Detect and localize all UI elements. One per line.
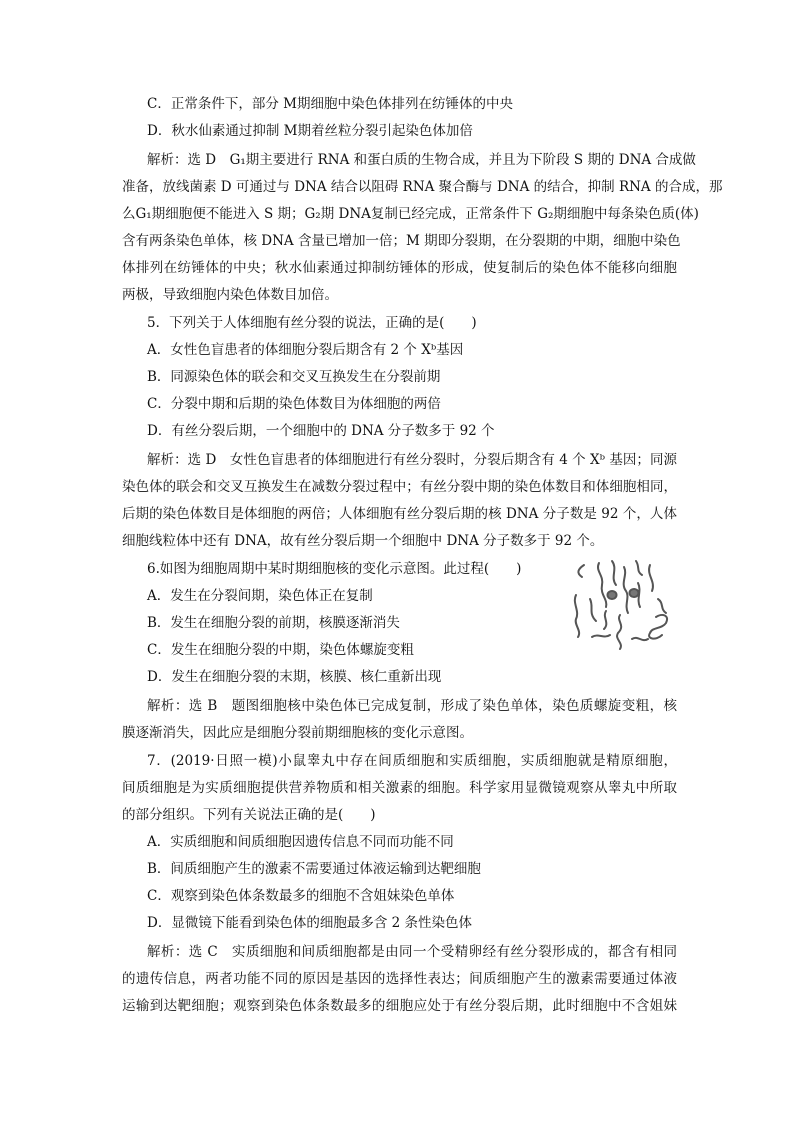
- q7-analysis-line-1: 解析：选 C 实质细胞和间质细胞都是由同一个受精卵经有丝分裂形成的，都含有相同: [147, 944, 677, 960]
- q5-option-c: C．分裂中期和后期的染色体数目为体细胞的两倍: [147, 396, 441, 412]
- q7-stem-line-2: 间质细胞是为实质细胞提供营养物质和相关激素的细胞。科学家用显微镜观察从睾丸中所取: [122, 780, 677, 796]
- q5-stem: 5．下列关于人体细胞有丝分裂的说法，正确的是( ): [147, 315, 477, 331]
- q6-stem: 6.如图为细胞周期中某时期细胞核的变化示意图。此过程( ): [147, 561, 522, 577]
- q4-analysis-line-1: 解析：选 D G₁期主要进行 RNA 和蛋白质的生物合成，并且为下阶段 S 期的 DNA 合成做: [147, 152, 696, 168]
- q5-analysis-line-4: 细胞线粒体中还有 DNA，故有丝分裂后期一个细胞中 DNA 分子数多于 92 个。: [122, 533, 604, 549]
- q7-option-a: A．实质细胞和间质细胞因遗传信息不同而功能不同: [147, 834, 454, 850]
- q4-analysis-line-3: 么G₁期细胞便不能进入 S 期；G₂期 DNA复制已经完成，正常条件下 G₂期细胞中每条染色质(体): [122, 206, 699, 222]
- q5-analysis-line-1: 解析：选 D 女性色盲患者的体细胞进行有丝分裂时，分裂后期含有 4 个 Xᵇ 基因；同源: [147, 452, 677, 468]
- nucleus-prophase-diagram-icon: [566, 555, 684, 651]
- q4-option-d: D．秋水仙素通过抑制 M期着丝粒分裂引起染色体加倍: [147, 123, 473, 139]
- q4-analysis-line-4: 含有两条染色单体，核 DNA 含量已增加一倍；M 期即分裂期，在分裂期的中期，细胞中染色: [122, 233, 681, 249]
- q7-option-b: B．间质细胞产生的激素不需要通过体液运输到达靶细胞: [147, 861, 481, 877]
- q6-analysis-line-2: 膜逐渐消失，因此应是细胞分裂前期细胞核的变化示意图。: [122, 725, 473, 741]
- q5-option-a: A．女性色盲患者的体细胞分裂后期含有 2 个 Xᵇ基因: [147, 342, 464, 358]
- q6-option-c: C．发生在细胞分裂的中期，染色体螺旋变粗: [147, 642, 414, 658]
- q7-stem-line-1: 7．(2019·日照一模)小鼠睾丸中存在间质细胞和实质细胞，实质细胞就是精原细胞，: [147, 753, 677, 769]
- q7-option-d: D．显微镜下能看到染色体的细胞最多含 2 条性染色体: [147, 915, 472, 931]
- q7-stem-line-3: 的部分组织。下列有关说法正确的是( ): [122, 807, 376, 823]
- q4-analysis-line-2: 准备，放线菌素 D 可通过与 DNA 结合以阻碍 RNA 聚合酶与 DNA 的结合，抑制 RNA 的合成，那: [122, 179, 723, 195]
- q6-option-b: B．发生在细胞分裂的前期，核膜逐渐消失: [147, 615, 400, 631]
- q7-analysis-line-2: 的遗传信息，两者功能不同的原因是基因的选择性表达；间质细胞产生的激素需要通过体液: [122, 971, 677, 987]
- q6-option-d: D．发生在细胞分裂的末期，核膜、核仁重新出现: [147, 669, 442, 685]
- q5-option-d: D．有丝分裂后期，一个细胞中的 DNA 分子数多于 92 个: [147, 423, 495, 439]
- q5-option-b: B．同源染色体的联会和交叉互换发生在分裂前期: [147, 369, 441, 385]
- q4-analysis-line-5: 体排列在纺锤体的中央；秋水仙素通过抑制纺锤体的形成，使复制后的染色体不能移向细胞: [122, 260, 677, 276]
- q6-option-a: A．发生在分裂间期，染色体正在复制: [147, 588, 373, 604]
- q4-option-c: C．正常条件下，部分 M期细胞中染色体排列在纺锤体的中央: [147, 96, 513, 112]
- q7-option-c: C．观察到染色体条数最多的细胞不含姐妹染色单体: [147, 888, 455, 904]
- q7-analysis-line-3: 运输到达靶细胞；观察到染色体条数最多的细胞应处于有丝分裂后期，此时细胞中不含姐妹: [122, 998, 677, 1014]
- q5-analysis-line-2: 染色体的联会和交叉互换发生在减数分裂过程中；有丝分裂中期的染色体数目和体细胞相同，: [122, 479, 677, 495]
- q4-analysis-line-6: 两极，导致细胞内染色体数目加倍。: [122, 287, 338, 303]
- q5-analysis-line-3: 后期的染色体数目是体细胞的两倍；人体细胞有丝分裂后期的核 DNA 分子数是 92 个，人体: [122, 506, 677, 522]
- q6-analysis-line-1: 解析：选 B 题图细胞核中染色体已完成复制，形成了染色单体，染色质螺旋变粗，核: [147, 698, 677, 714]
